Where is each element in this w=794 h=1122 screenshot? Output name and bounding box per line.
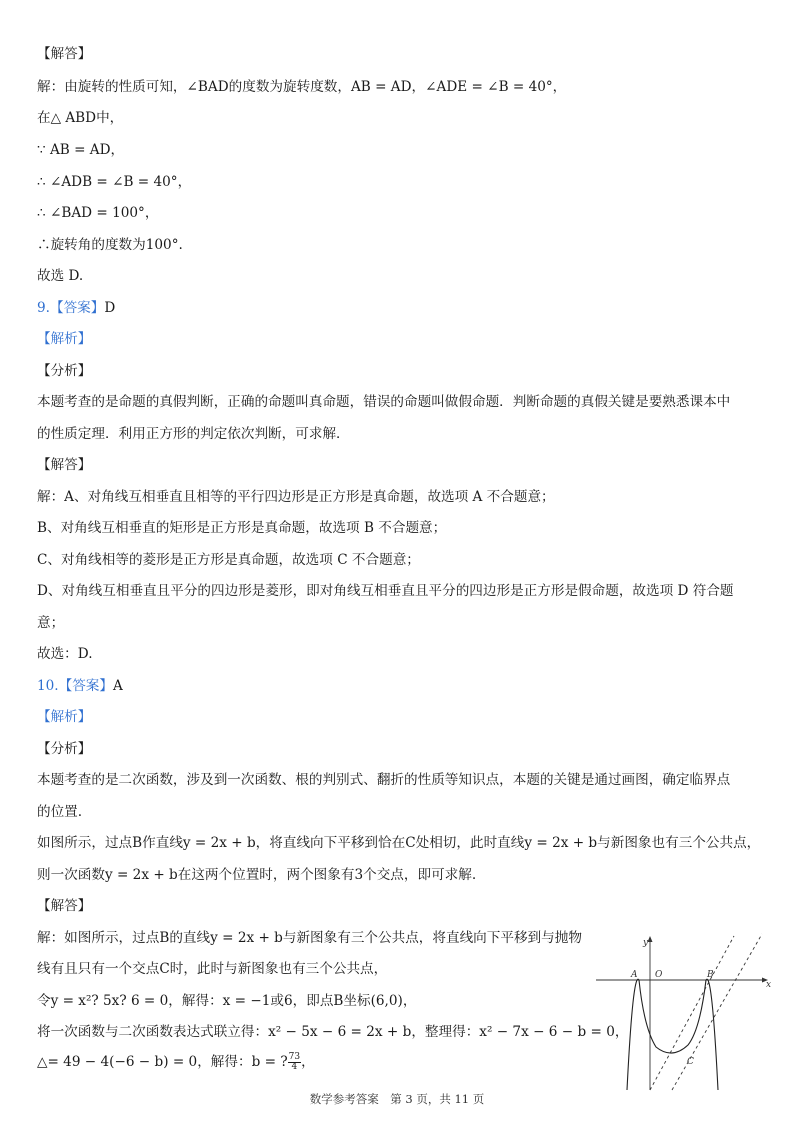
q9-jieda: 【解答】 <box>37 457 92 473</box>
q9-solution-line: 意； <box>37 615 65 631</box>
q10-answer <box>37 676 123 696</box>
fraction-denominator: 4 <box>291 1062 298 1072</box>
solution-line: 在△ ABD中， <box>37 110 124 126</box>
heading-jieda: 【解答】 <box>37 46 92 62</box>
q10-solution-line: 令y = x²? 5x? 6 = 0，解得：x = −1或6，即点B坐标(6,0)， <box>37 993 417 1009</box>
q10-analysis-line: 的位置. <box>37 804 83 820</box>
q9-analysis-line: 的性质定理．利用正方形的判定依次判断，可求解． <box>37 426 350 442</box>
solution-line: 故选 D. <box>37 268 84 284</box>
q9-solution-line: D、对角线互相垂直且平分的四边形是菱形，即对角线互相垂直且平分的四边形是正方形是假命题，故选项 D 符合题 <box>37 583 734 599</box>
q9-solution-line: 解：A、对角线互相垂直且相等的平行四边形是正方形是真命题，故选项 A 不合题意； <box>37 489 555 505</box>
q9-answer <box>37 298 115 318</box>
q10-fenxi: 【分析】 <box>37 741 92 757</box>
label-o: O <box>655 970 663 980</box>
q9-solution-line: B、对角线互相垂直的矩形是正方形是真命题，故选项 B 不合题意； <box>37 520 447 536</box>
label-y: y <box>643 938 649 948</box>
parabola-right-branch <box>706 979 718 1090</box>
solution-line: 解：由旋转的性质可知，∠BAD的度数为旋转度数，AB = AD，∠ADE = ∠B = 40°， <box>37 79 567 95</box>
page-footer: 数学参考答案 第 3 页，共 11 页 <box>309 1092 485 1106</box>
q10-solution-line <box>37 1052 315 1072</box>
label-a: A <box>631 970 638 980</box>
q9-jiexi: 【解析】 <box>37 331 92 347</box>
q9-fenxi: 【分析】 <box>37 363 92 379</box>
y-axis-arrow <box>648 936 653 942</box>
q10-jiexi: 【解析】 <box>37 709 92 725</box>
q10-answer-value: A <box>113 678 123 694</box>
q10-solution-line: 线有且只有一个交点C时，此时与新图象也有三个公共点， <box>37 961 388 977</box>
q10-analysis-line: 本题考查的是二次函数，涉及到一次函数、根的判别式、翻折的性质等知识点，本题的关键是通过画图，确定临界点 <box>37 772 731 788</box>
label-x: x <box>766 980 772 990</box>
solution-line: ∴ ∠BAD = 100°， <box>37 205 159 221</box>
label-b: B <box>707 970 714 980</box>
solution-line: ∴旋转角的度数为100°. <box>37 237 183 253</box>
q10-analysis-line: 则一次函数y = 2x + b在这两个位置时，两个图象有3个交点，即可求解. <box>37 867 477 883</box>
q10-solution-line: 将一次函数与二次函数表达式联立得：x² − 5x − 6 = 2x + b，整理得：x² − 7x − 6 − b = 0， <box>37 1024 629 1040</box>
q10-discriminant-end: ， <box>301 1054 315 1070</box>
q10-jieda: 【解答】 <box>37 898 92 914</box>
parabola-flipped-section <box>639 980 706 1053</box>
q9-analysis-line: 本题考查的是命题的真假判断，正确的命题叫真命题，错误的命题叫做假命题．判断命题的真假关键是要熟悉课本中 <box>37 394 731 410</box>
solution-line: ∵ AB = AD， <box>37 142 125 158</box>
parabola-left-branch <box>627 979 639 1090</box>
label-c: C <box>687 1057 694 1067</box>
fraction-numerator: 73 <box>288 1052 301 1062</box>
q9-answer-label: 9.【答案】 <box>37 300 105 316</box>
solution-line: ∴ ∠ADB = ∠B = 40°， <box>37 174 192 190</box>
q9-solution-line: 故选：D. <box>37 646 93 662</box>
parabola-graph <box>594 930 778 1092</box>
q10-analysis-line: 如图所示，过点B作直线y = 2x + b，将直线向下平移到恰在C处相切，此时直线y = 2x + b与新图象也有三个公共点， <box>37 835 761 851</box>
q10-answer-label: 10.【答案】 <box>37 678 113 694</box>
q9-solution-line: C、对角线相等的菱形是正方形是真命题，故选项 C 不合题意； <box>37 552 420 568</box>
q9-answer-value: D <box>104 300 116 316</box>
q10-solution-line: 解：如图所示，过点B的直线y = 2x + b与新图象有三个公共点，将直线向下平移到与抛物 <box>37 930 582 946</box>
q10-discriminant-text: △= 49 − 4(−6 − b) = 0，解得：b = ? <box>37 1054 288 1070</box>
fraction <box>288 1053 301 1072</box>
